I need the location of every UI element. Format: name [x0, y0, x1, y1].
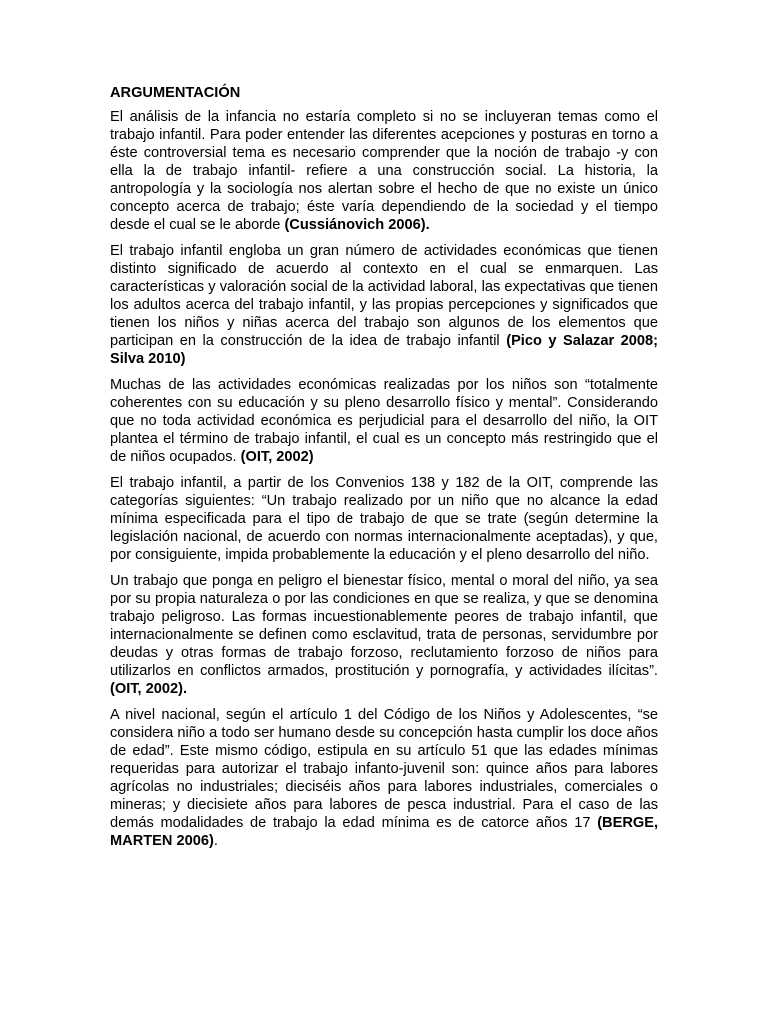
citation: (Cussiánovich 2006). — [284, 217, 430, 233]
paragraph-text: El trabajo infantil, a partir de los Convenios 138 y 182 de la OIT, comprende las categorías siguientes: “Un trabajo realizado por un niño que no alcance la edad mínima especificada para el tipo de trabajo de que se trate (según determine la legislación nacional, de acuerdo con normas internacionalmente aceptadas), y que, por consiguiente, impida probablemente la educación y el pleno desarrollo del niño. — [110, 475, 658, 563]
paragraph-6 — [110, 706, 658, 850]
citation: (OIT, 2002) — [240, 449, 314, 465]
paragraph-text: El análisis de la infancia no estaría completo si no se incluyeran temas como el trabajo infantil. Para poder entender las diferentes acepciones y posturas en torno a éste controversial tema es necesario comprender que la noción de trabajo -y con ella la de trabajo infantil- refiere a una construcción social. La historia, la antropología y la sociología nos alertan sobre el hecho de que no existe un único concepto acerca de trabajo; éste varía dependiendo de la sociedad y el tiempo desde el cual se le aborde — [110, 109, 658, 233]
section-heading: ARGUMENTACIÓN — [110, 85, 241, 101]
citation: (BERGE, MARTEN 2006) — [110, 815, 658, 849]
citation: (Pico y Salazar 2008; Silva 2010) — [110, 333, 658, 367]
citation: (OIT, 2002). — [110, 681, 188, 697]
document-page — [110, 84, 658, 858]
paragraph-5 — [110, 572, 658, 698]
paragraph-text: A nivel nacional, según el artículo 1 del Código de los Niños y Adolescentes, “se considera niño a todo ser humano desde su concepción hasta cumplir los doce años de edad”. Este mismo código, estipula en su artículo 51 que las edades mínimas requeridas para autorizar el trabajo infanto-juvenil son: quince años para labores agrícolas no industriales; dieciséis años para labores industriales, comerciales o mineras; y diecisiete años para labores de pesca industrial. Para el caso de las demás modalidades de trabajo la edad mínima es de catorce años 17 — [110, 707, 658, 831]
paragraph-text: Muchas de las actividades económicas realizadas por los niños son “totalmente coherentes con su educación y su pleno desarrollo físico y mental”. Considerando que no toda actividad económica es perjudicial para el desarrollo del niño, la OIT plantea el término de trabajo infantil, el cual es un concepto más restringido que el de niños ocupados. — [110, 377, 658, 465]
paragraph-text: El trabajo infantil engloba un gran número de actividades económicas que tienen distinto significado de acuerdo al contexto en el cual se enmarquen. Las características y valoración social de la actividad laboral, las expectativas que tienen los adultos acerca del trabajo infantil, y las propias percepciones y significados que tienen los niños y niñas acerca del trabajo son algunos de los elementos que participan en la construcción de la idea de trabajo infantil — [110, 243, 658, 349]
paragraph-3 — [110, 376, 658, 466]
paragraph-4 — [110, 474, 658, 564]
paragraph-2 — [110, 242, 658, 368]
paragraph-1 — [110, 108, 658, 234]
paragraph-tail: . — [213, 833, 218, 849]
paragraph-text: Un trabajo que ponga en peligro el bienestar físico, mental o moral del niño, ya sea por su propia naturaleza o por las condiciones en que se realiza, y que se denomina trabajo peligroso. Las formas incuestionablemente peores de trabajo infantil, que internacionalmente se definen como esclavitud, trata de personas, servidumbre por deudas y otras formas de trabajo forzoso, reclutamiento forzoso de niños para utilizarlos en conflictos armados, prostitución y pornografía, y actividades ilícitas”. — [110, 573, 658, 679]
